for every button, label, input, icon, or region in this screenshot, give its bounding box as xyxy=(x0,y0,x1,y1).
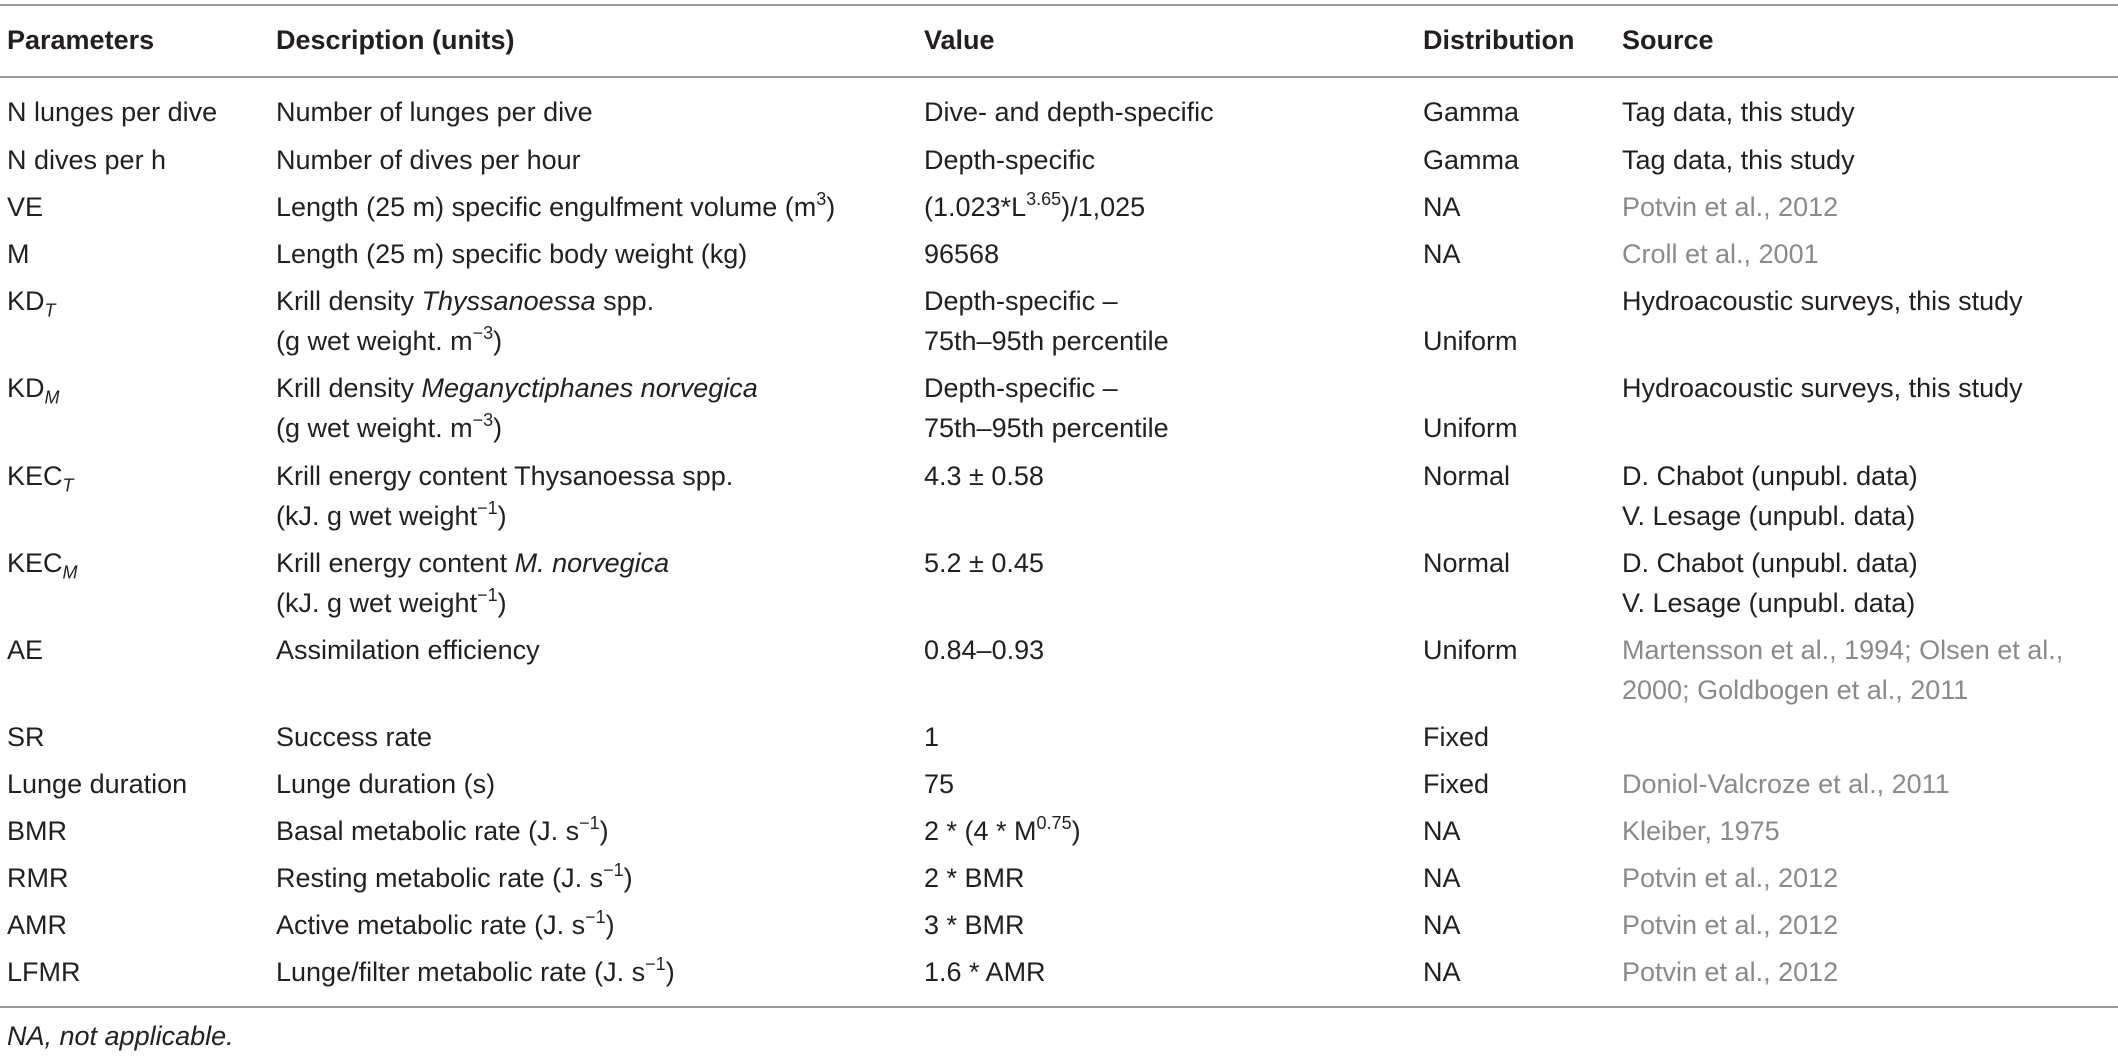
description-cell: Resting metabolic rate (J. $s^{-1}$) xyxy=(276,860,633,893)
distribution-cell: NA xyxy=(1423,239,1461,269)
source-cell-line2: V. Lesage (unpubl. data) xyxy=(1622,588,1916,618)
value-cell: $(1.023*L^{3.65})/1,025$ xyxy=(924,189,1146,222)
distribution-cell: Uniform xyxy=(1423,635,1518,665)
header-source: Source xyxy=(1622,25,1714,55)
distribution-cell: NA xyxy=(1423,957,1461,987)
description-cell: Number of lunges per dive xyxy=(276,97,593,127)
distribution-cell: Gamma xyxy=(1423,145,1520,175)
source-cell: Tag data, this study xyxy=(1622,97,1855,127)
description-cell: Length (25 m) specific body weight (kg) xyxy=(276,239,748,269)
value-cell: $2 * (4 * M^{0.75})$ xyxy=(924,813,1081,846)
value-cell: 2 * BMR xyxy=(924,863,1025,893)
table-header-rule xyxy=(0,76,2118,78)
distribution-cell: Fixed xyxy=(1423,769,1490,799)
param-cell: $KEC_T$ xyxy=(7,461,74,496)
distribution-cell: Normal xyxy=(1423,548,1511,578)
header-parameters: Parameters xyxy=(7,25,155,55)
description-cell: Lunge duration (s) xyxy=(276,769,496,799)
source-cell: Hydroacoustic surveys, this study xyxy=(1622,286,2023,316)
value-cell-line2: 75th–95th percentile xyxy=(924,326,1169,356)
source-link[interactable]: Kleiber, 1975 xyxy=(1622,816,1780,846)
param-cell: LFMR xyxy=(7,957,81,987)
value-cell: 5.2 ± 0.45 xyxy=(924,548,1044,578)
source-link[interactable]: Croll et al., 2001 xyxy=(1622,239,1819,269)
param-cell: BMR xyxy=(7,816,67,846)
description-cell: Success rate xyxy=(276,722,433,752)
source-link[interactable]: Potvin et al., 2012 xyxy=(1622,192,1839,222)
value-cell: Depth-specific – xyxy=(924,286,1118,316)
source-link[interactable]: Potvin et al., 2012 xyxy=(1622,957,1839,987)
description-cell: Number of dives per hour xyxy=(276,145,581,175)
value-cell: 1 xyxy=(924,722,940,752)
source-link[interactable]: Doniol-Valcroze et al., 2011 xyxy=(1622,769,1950,799)
param-cell: $KEC_M$ xyxy=(7,548,78,583)
distribution-cell: Normal xyxy=(1423,461,1511,491)
value-cell: Dive- and depth-specific xyxy=(924,97,1214,127)
source-cell: D. Chabot (unpubl. data) xyxy=(1622,548,1918,578)
param-cell: N dives per h xyxy=(7,145,167,175)
param-cell: VE xyxy=(7,192,44,222)
description-cell: Basal metabolic rate (J. $s^{-1}$) xyxy=(276,813,609,846)
table-top-rule xyxy=(0,4,2118,6)
description-cell: Krill density Thyssanoessa spp. xyxy=(276,286,655,316)
distribution-cell: NA xyxy=(1423,192,1461,222)
distribution-cell: Uniform xyxy=(1423,326,1518,356)
header-distribution: Distribution xyxy=(1423,25,1575,55)
description-cell: Lunge/filter metabolic rate (J. $s^{-1}$) xyxy=(276,954,675,987)
header-description: Description (units) xyxy=(276,25,515,55)
distribution-cell: Fixed xyxy=(1423,722,1490,752)
param-cell: $KD_M$ xyxy=(7,373,60,408)
value-cell: 96568 xyxy=(924,239,1000,269)
source-cell-line2: V. Lesage (unpubl. data) xyxy=(1622,501,1916,531)
param-cell: RMR xyxy=(7,863,69,893)
param-cell: M xyxy=(7,239,30,269)
description-cell-line2: (g wet weight. $m^{-3}$) xyxy=(276,323,503,356)
value-cell: 3 * BMR xyxy=(924,910,1025,940)
value-cell: 0.84–0.93 xyxy=(924,635,1045,665)
description-cell-line2: (kJ. g wet weight$^{-1}$) xyxy=(276,585,507,618)
distribution-cell: NA xyxy=(1423,816,1461,846)
value-cell: Depth-specific xyxy=(924,145,1096,175)
description-cell: Assimilation efficiency xyxy=(276,635,540,665)
description-cell-line2: (g wet weight. $m^{-3}$) xyxy=(276,410,503,443)
description-cell: Krill energy content Thysanoessa spp. xyxy=(276,461,734,491)
header-value: Value xyxy=(924,25,995,55)
value-cell-line2: 75th–95th percentile xyxy=(924,413,1169,443)
distribution-cell: Uniform xyxy=(1423,413,1518,443)
distribution-cell: NA xyxy=(1423,910,1461,940)
param-cell: SR xyxy=(7,722,45,752)
description-cell: Krill density Meganyctiphanes norvegica xyxy=(276,373,758,403)
value-cell: 1.6 * AMR xyxy=(924,957,1046,987)
distribution-cell: Gamma xyxy=(1423,97,1520,127)
description-cell-line2: (kJ. g wet weight$^{-1}$) xyxy=(276,498,507,531)
param-cell: AE xyxy=(7,635,44,665)
description-cell: Krill energy content M. norvegica xyxy=(276,548,670,578)
source-link-line2[interactable]: 2000; Goldbogen et al., 2011 xyxy=(1622,675,1969,705)
table-footnote: NA, not applicable. xyxy=(7,1021,234,1051)
value-cell: 75 xyxy=(924,769,955,799)
param-cell: $KD_T$ xyxy=(7,286,56,321)
source-cell: D. Chabot (unpubl. data) xyxy=(1622,461,1918,491)
source-link[interactable]: Potvin et al., 2012 xyxy=(1622,910,1839,940)
source-link[interactable]: Potvin et al., 2012 xyxy=(1622,863,1839,893)
value-cell: 4.3 ± 0.58 xyxy=(924,461,1044,491)
description-cell: Length (25 m) specific engulfment volume $(m^3)$ xyxy=(276,189,836,222)
distribution-cell: NA xyxy=(1423,863,1461,893)
source-link[interactable]: Martensson et al., 1994; Olsen et al., xyxy=(1622,635,2064,665)
source-cell: Hydroacoustic surveys, this study xyxy=(1622,373,2023,403)
description-cell: Active metabolic rate (J. $s^{-1}$) xyxy=(276,907,615,940)
param-cell: Lunge duration xyxy=(7,769,188,799)
source-cell: Tag data, this study xyxy=(1622,145,1855,175)
value-cell: Depth-specific – xyxy=(924,373,1118,403)
param-cell: N lunges per dive xyxy=(7,97,218,127)
param-cell: AMR xyxy=(7,910,67,940)
table-bottom-rule xyxy=(0,1006,2118,1008)
